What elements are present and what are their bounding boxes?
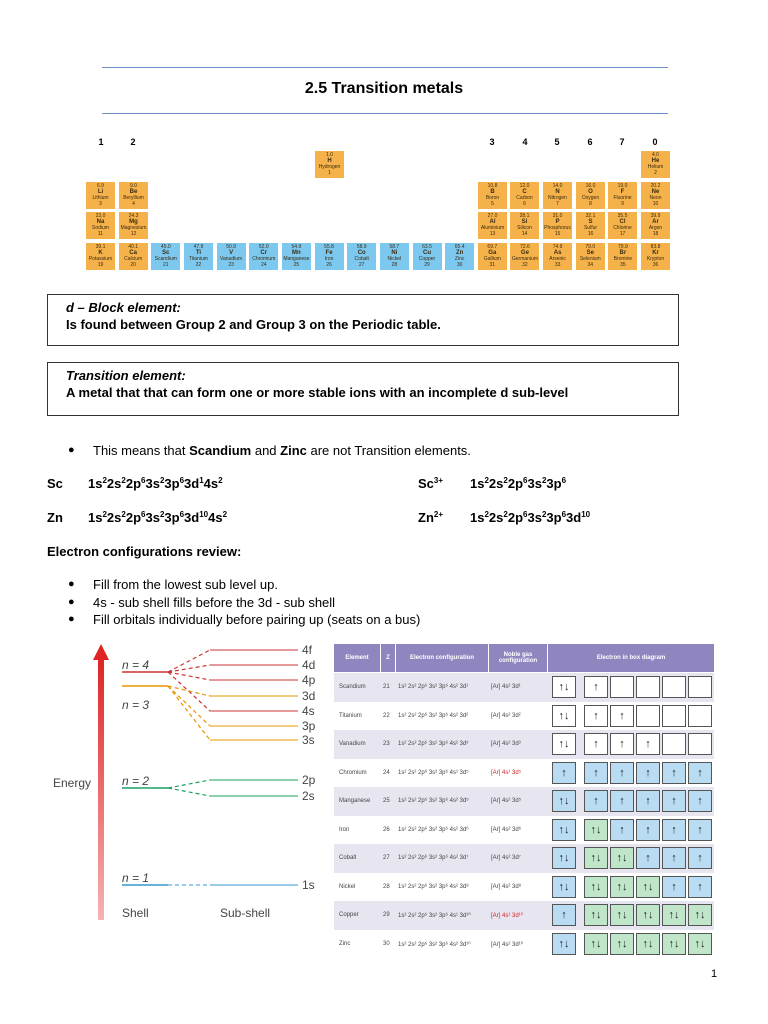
element-cell-ni: 58.7 Ni Nickel 28	[379, 242, 410, 271]
svg-text:n = 4: n = 4	[122, 658, 150, 672]
orbital-box-3d: ↑	[662, 819, 686, 841]
full-configuration: 1s² 2s² 2p⁶ 3s² 3p⁶ 4s¹ 3d¹⁰	[398, 913, 471, 919]
table-row	[334, 816, 714, 845]
table-row	[334, 844, 714, 873]
orbital-box-3d: ↑	[662, 790, 686, 812]
element-name: Cobalt	[339, 855, 357, 861]
noble-gas-configuration: [Ar] 4s² 3d¹	[491, 684, 521, 690]
svg-text:2p: 2p	[302, 773, 316, 787]
orbital-box-4s: ↑↓	[552, 733, 576, 755]
subshell-label: Sub-shell	[220, 906, 271, 920]
noble-gas-configuration: [Ar] 4s² 3d²	[491, 712, 521, 719]
element-cell-se: 79.0 Se Selenium 34	[575, 242, 606, 271]
header-box-diagram: Electron in box diagram	[548, 644, 714, 672]
bullet-dot: ●	[68, 578, 75, 590]
orbital-box-4s: ↑↓	[552, 819, 576, 841]
element-cell-be: 9.0 Be Beryllium 4	[118, 181, 149, 210]
orbital-box-3d: ↑	[662, 847, 686, 869]
element-cell-b: 10.8 B Boron 5	[477, 181, 508, 210]
group-6-label: 6	[587, 137, 593, 147]
element-cell-ga: 69.7 Ga Gallium 31	[477, 242, 508, 271]
orbital-box-3d	[662, 733, 686, 755]
transition-text: A metal that that can form one or more stable ions with an incomplete d sub-level	[66, 385, 569, 400]
orbital-box-3d: ↑↓	[688, 904, 712, 926]
element-name: Nickel	[339, 883, 356, 890]
svg-text:4d: 4d	[302, 658, 316, 672]
orbital-box-4s: ↑↓	[552, 676, 576, 698]
orbital-box-3d: ↑↓	[688, 933, 712, 955]
orbital-box-3d: ↑	[688, 790, 712, 812]
orbital-box-4s: ↑↓	[552, 933, 576, 955]
full-configuration: 1s² 2s² 2p⁶ 3s² 3p⁶ 4s² 3d⁸	[398, 883, 469, 890]
orbital-box-3d	[688, 676, 712, 698]
svg-text:3d: 3d	[302, 689, 316, 703]
element-cell-mn: 54.9 Mn Manganese 25	[281, 242, 312, 271]
element-name: Chromium	[339, 769, 367, 776]
orbital-box-3d	[636, 676, 660, 698]
table-row	[334, 930, 714, 959]
atomic-number: 23	[383, 741, 390, 747]
orbital-box-3d: ↑	[610, 762, 634, 784]
shell-n1	[122, 871, 298, 885]
shell-n3	[122, 686, 298, 740]
element-cell-ti: 47.9 Ti Titanium 22	[183, 242, 214, 271]
header-z: Z	[381, 644, 395, 672]
orbital-box-3d: ↑	[610, 790, 634, 812]
element-cell-f: 19.0 F Fluorine 9	[607, 181, 638, 210]
element-cell-mg: 24.3 Mg Magnesium 12	[118, 211, 149, 240]
energy-level-diagram	[40, 638, 370, 938]
sc3-label: $Sc^{3+}$	[418, 476, 444, 491]
element-name: Manganese	[339, 798, 371, 804]
element-cell-fe: 55.8 Fe Iron 26	[314, 242, 345, 271]
zn-configuration: $1s^22s^22p^63s^23p^63d^{10}4s^2$	[88, 510, 228, 525]
svg-text:4p: 4p	[302, 673, 316, 687]
element-name: Titanium	[339, 712, 362, 719]
element-cell-as: 74.9 As Arsenic 33	[542, 242, 573, 271]
element-cell-sc: 45.0 Sc Scandium 21	[150, 242, 181, 271]
orbital-box-3d: ↑	[636, 847, 660, 869]
element-cell-h: 1.0 H Hydrogen 1	[314, 150, 345, 179]
shell-n2	[122, 774, 298, 796]
noble-gas-configuration: [Ar] 4s² 3d⁸	[491, 883, 522, 890]
element-cell-ca: 40.1 Ca Calcium 20	[118, 242, 149, 271]
orbital-box-3d: ↑↓	[636, 933, 660, 955]
element-cell-al: 27.0 Al Aluminium 13	[477, 211, 508, 240]
zn2-label: $Zn^{2+}$	[418, 510, 444, 525]
element-cell-n: 14.0 N Nitrogen 7	[542, 181, 573, 210]
element-name: Copper	[339, 912, 359, 918]
orbital-box-4s: ↑↓	[552, 876, 576, 898]
orbital-box-3d: ↑↓	[584, 847, 608, 869]
noble-gas-configuration: [Ar] 4s² 3d⁷	[491, 855, 521, 861]
element-cell-co: 58.9 Co Cobalt 27	[346, 242, 377, 271]
full-configuration: 1s² 2s² 2p⁶ 3s² 3p⁶ 4s² 3d⁵	[398, 798, 469, 804]
atomic-number: 21	[383, 684, 390, 690]
page-number: 1	[711, 968, 718, 980]
orbital-box-3d: ↑	[636, 733, 660, 755]
header-element: Element	[334, 644, 380, 672]
element-cell-cu: 63.5 Cu Copper 29	[412, 242, 443, 271]
element-cell-c: 12.0 C Carbon 6	[509, 181, 540, 210]
table-row	[334, 702, 714, 731]
table-row	[334, 901, 714, 930]
orbital-box-3d: ↑	[584, 790, 608, 812]
bullet-text: This means that Scandium and Zinc are not Transition elements.	[93, 443, 471, 458]
noble-gas-configuration: [Ar] 4s² 3d³	[491, 741, 521, 747]
noble-gas-configuration: [Ar] 4s² 3d⁶	[491, 826, 522, 833]
transition-definition	[47, 362, 679, 416]
element-cell-si: 28.1 Si Silicon 14	[509, 211, 540, 240]
orbital-box-3d: ↑↓	[662, 933, 686, 955]
table-row	[334, 787, 714, 816]
orbital-box-3d: ↑	[636, 819, 660, 841]
orbital-box-3d	[610, 676, 634, 698]
group-3-label: 3	[489, 137, 495, 147]
element-cell-p: 31.0 P Phosphorus 15	[542, 211, 573, 240]
zn-label: Zn	[47, 510, 63, 525]
orbital-box-3d: ↑	[688, 819, 712, 841]
orbital-box-4s: ↑	[552, 904, 576, 926]
subshell-labels	[302, 643, 316, 892]
orbital-box-3d: ↑↓	[584, 876, 608, 898]
svg-text:2s: 2s	[302, 789, 315, 803]
orbital-box-3d: ↑	[610, 819, 634, 841]
shell-label: Shell	[122, 906, 149, 920]
atomic-number: 27	[383, 855, 390, 861]
atomic-number: 29	[383, 912, 390, 918]
svg-text:n = 3: n = 3	[122, 698, 150, 712]
group-1-label: 1	[98, 137, 104, 147]
orbital-box-3d: ↑↓	[610, 904, 634, 926]
element-name: Vanadium	[339, 741, 366, 747]
svg-text:3s: 3s	[302, 733, 315, 747]
orbital-box-3d: ↑↓	[636, 876, 660, 898]
group-7-label: 7	[619, 137, 625, 147]
element-cell-v: 50.9 V Vanadium 23	[216, 242, 247, 271]
full-configuration: 1s² 2s² 2p⁶ 3s² 3p⁶ 4s² 3d⁶	[398, 826, 469, 833]
group-5-label: 5	[554, 137, 560, 147]
full-configuration: 1s² 2s² 2p⁶ 3s² 3p⁶ 4s² 3d⁷	[398, 855, 469, 861]
orbital-box-3d: ↑	[584, 762, 608, 784]
orbital-box-3d: ↑	[688, 847, 712, 869]
element-cell-o: 16.0 O Oxygen 8	[575, 181, 606, 210]
orbital-box-3d	[662, 705, 686, 727]
energy-arrow-head	[93, 644, 109, 660]
noble-gas-configuration: [Ar] 4s¹ 3d¹⁰	[491, 913, 524, 919]
d-block-definition	[47, 294, 679, 346]
atomic-number: 28	[383, 883, 390, 890]
title-rule	[102, 113, 668, 114]
orbital-box-3d	[662, 676, 686, 698]
orbital-box-3d: ↑	[636, 762, 660, 784]
orbital-box-3d: ↑↓	[610, 847, 634, 869]
element-cell-br: 79.9 Br Bromine 35	[607, 242, 638, 271]
element-cell-k: 39.1 K Potassium 19	[85, 242, 116, 271]
element-cell-ge: 72.6 Ge Germanium 32	[509, 242, 540, 271]
svg-text:3p: 3p	[302, 719, 316, 733]
element-name: Iron	[339, 826, 350, 833]
page-title: 2.5 Transition metals	[304, 80, 464, 97]
atomic-number: 26	[383, 826, 390, 833]
orbital-box-4s: ↑↓	[552, 847, 576, 869]
orbital-box-3d: ↑	[688, 762, 712, 784]
sc-configuration: $1s^22s^22p^63s^23p^63d^14s^2$	[88, 476, 223, 491]
top-rule	[102, 67, 668, 68]
element-cell-ne: 20.2 Ne Neon 10	[640, 181, 671, 210]
table-row	[334, 673, 714, 702]
orbital-box-4s: ↑	[552, 762, 576, 784]
full-configuration: 1s² 2s² 2p⁶ 3s² 3p⁶ 4s² 3d³	[398, 741, 469, 747]
energy-arrow-shaft	[98, 658, 104, 920]
orbital-box-3d: ↑	[584, 676, 608, 698]
atomic-number: 25	[383, 798, 390, 804]
orbital-box-3d: ↑↓	[662, 904, 686, 926]
element-name: Zinc	[339, 940, 351, 947]
element-cell-zn: 65.4 Zn Zinc 30	[444, 242, 475, 271]
noble-gas-configuration: [Ar] 4s² 3d⁵	[491, 798, 522, 804]
group-2-label: 2	[130, 137, 136, 147]
header-configuration: Electron configuration	[396, 644, 488, 672]
transition-heading: Transition element:	[66, 368, 186, 383]
full-configuration: 1s² 2s² 2p⁶ 3s² 3p⁶ 4s² 3d²	[398, 712, 469, 719]
group-0-label: 0	[652, 137, 658, 147]
noble-gas-configuration: [Ar] 4s¹ 3d⁵	[491, 769, 522, 776]
electron-config-table	[334, 644, 714, 957]
bullet-dot: ●	[68, 596, 75, 608]
svg-text:4s: 4s	[302, 704, 315, 718]
bullet-dot: ●	[68, 444, 75, 456]
header-noble-gas: Noble gas configuration	[489, 644, 547, 672]
orbital-box-3d: ↑	[688, 876, 712, 898]
element-cell-he: 4.0 He Helium 2	[640, 150, 671, 179]
element-cell-s: 32.1 S Sulfur 16	[575, 211, 606, 240]
d-block-heading: d – Block element:	[66, 300, 181, 315]
svg-text:4f: 4f	[302, 643, 313, 657]
orbital-box-3d	[688, 733, 712, 755]
d-block-text: Is found between Group 2 and Group 3 on the Periodic table.	[66, 317, 441, 332]
full-configuration: 1s² 2s² 2p⁶ 3s² 3p⁶ 4s² 3d¹	[398, 684, 469, 690]
group-4-label: 4	[522, 137, 528, 147]
orbital-box-3d	[636, 705, 660, 727]
element-cell-li: 6.9 Li Lithium 3	[85, 181, 116, 210]
svg-text:n = 2: n = 2	[122, 774, 150, 788]
full-configuration: 1s² 2s² 2p⁶ 3s² 3p⁶ 4s¹ 3d⁵	[398, 769, 469, 776]
table-row	[334, 730, 714, 759]
orbital-box-3d: ↑	[584, 733, 608, 755]
orbital-box-3d: ↑↓	[636, 904, 660, 926]
sc3-configuration: $1s^22s^22p^63s^23p^6$	[470, 476, 567, 491]
orbital-box-3d: ↑↓	[584, 904, 608, 926]
table-row	[334, 873, 714, 902]
orbital-box-4s: ↑↓	[552, 790, 576, 812]
energy-label: Energy	[53, 776, 92, 790]
element-name: Scandium	[339, 684, 366, 690]
full-configuration: 1s² 2s² 2p⁶ 3s² 3p⁶ 4s² 3d¹⁰	[398, 941, 471, 948]
orbital-box-3d: ↑↓	[584, 933, 608, 955]
orbital-box-3d: ↑	[584, 705, 608, 727]
zn2-configuration: $1s^22s^22p^63s^23p^63d^{10}$	[470, 510, 591, 525]
atomic-number: 22	[383, 712, 390, 719]
orbital-box-3d: ↑	[610, 733, 634, 755]
orbital-box-3d: ↑	[662, 762, 686, 784]
svg-text:n = 1: n = 1	[122, 871, 150, 885]
element-cell-kr: 83.8 Kr Krypton 36	[640, 242, 671, 271]
element-cell-na: 23.0 Na Sodium 11	[85, 211, 116, 240]
element-cell-ar: 39.9 Ar Argon 18	[640, 211, 671, 240]
table-row	[334, 759, 714, 788]
orbital-box-3d: ↑↓	[610, 933, 634, 955]
noble-gas-configuration: [Ar] 4s² 3d¹⁰	[491, 941, 524, 948]
atomic-number: 24	[383, 769, 390, 776]
element-cell-cl: 35.5 Cl Chlorine 17	[607, 211, 638, 240]
orbital-box-3d: ↑↓	[584, 819, 608, 841]
bullet-dot: ●	[68, 613, 75, 625]
orbital-box-3d: ↑↓	[610, 876, 634, 898]
orbital-box-3d: ↑	[610, 705, 634, 727]
orbital-box-3d: ↑	[636, 790, 660, 812]
orbital-box-3d: ↑	[662, 876, 686, 898]
sc-label: Sc	[47, 476, 63, 491]
atomic-number: 30	[383, 940, 390, 947]
svg-text:1s: 1s	[302, 878, 315, 892]
element-cell-cr: 52.0 Cr Chromium 24	[248, 242, 279, 271]
orbital-box-3d	[688, 705, 712, 727]
review-heading: Electron configurations review:	[47, 544, 242, 559]
orbital-box-4s: ↑↓	[552, 705, 576, 727]
